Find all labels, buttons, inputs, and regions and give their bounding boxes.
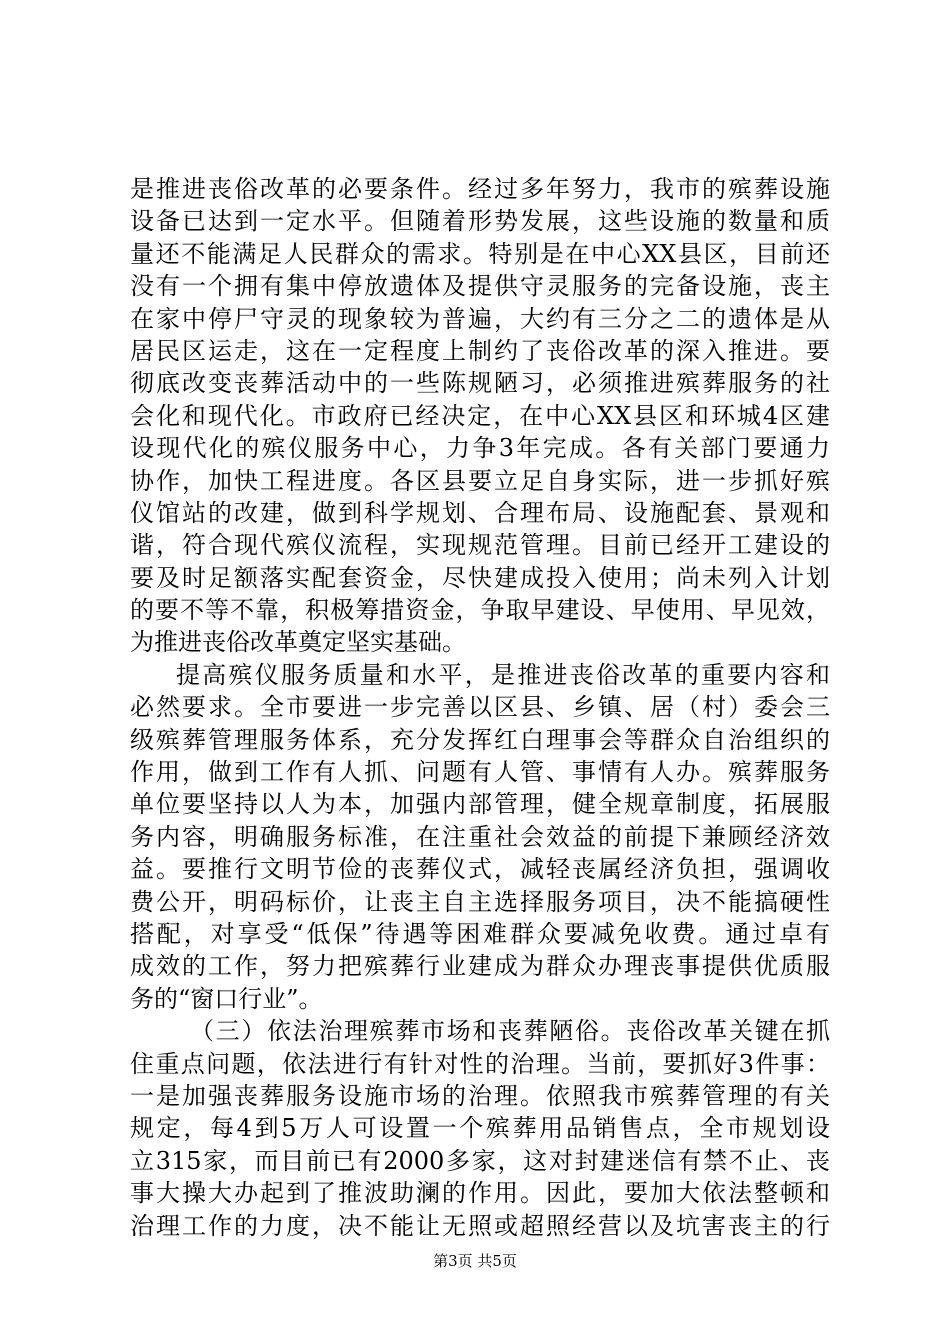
text-line: 单位要坚持以人为本，加强内部管理，健全规章制度，拓展服	[130, 790, 830, 819]
text-line: 一是加强丧葬服务设施市场的治理。依照我市殡葬管理的有关	[130, 1081, 830, 1110]
text-line: 量还不能满足人民群众的需求。特别是在中心XX县区，目前还	[130, 239, 830, 268]
text-line: 提高殡仪服务质量和水平，是推进丧俗改革的重要内容和	[176, 660, 830, 689]
text-line: 彻底改变丧葬活动中的一些陈规陋习，必须推进殡葬服务的社	[130, 369, 830, 398]
text-line: 为推进丧俗改革奠定坚实基础。	[130, 628, 466, 657]
text-line: 事大操大办起到了推波助澜的作用。因此，要加大依法整顿和	[130, 1179, 830, 1208]
text-line: 费公开，明码标价，让丧主自主选择服务项目，决不能搞硬性	[130, 887, 830, 916]
text-line: 成效的工作，努力把殡葬行业建成为群众办理丧事提供优质服	[130, 952, 830, 981]
text-line: 益。要推行文明节俭的丧葬仪式，减轻丧属经济负担，强调收	[130, 855, 830, 884]
text-line: 务的“窗口行业”。	[130, 984, 323, 1013]
text-line: 要及时足额落实配套资金，尽快建成投入使用；尚未列入计划	[130, 563, 830, 592]
text-line: （三）依法治理殡葬市场和丧葬陋俗。丧俗改革关键在抓	[190, 1017, 830, 1046]
text-line: 协作，加快工程进度。各区县要立足自身实际，进一步抓好殡	[130, 466, 830, 495]
text-line: 作用，做到工作有人抓、问题有人管、事情有人办。殡葬服务	[130, 758, 830, 787]
text-line: 搭配，对享受“低保”待遇等困难群众要减免收费。通过卓有	[130, 919, 830, 948]
text-line: 会化和现代化。市政府已经决定，在中心XX县区和环城4区建	[130, 401, 830, 430]
text-line: 住重点问题，依法进行有针对性的治理。当前，要抓好3件事：	[130, 1049, 830, 1078]
text-line: 设现代化的殡仪服务中心，力争3年完成。各有关部门要通力	[130, 434, 830, 463]
text-line: 治理工作的力度，决不能让无照或超照经营以及坑害丧主的行	[130, 1211, 830, 1240]
text-line: 居民区运走，这在一定程度上制约了丧俗改革的深入推进。要	[130, 336, 830, 365]
text-line: 的要不等不靠，积极筹措资金，争取早建设、早使用、早见效，	[130, 596, 830, 625]
text-line: 规定，每4到5万人可设置一个殡葬用品销售点，全市规划设	[130, 1114, 830, 1143]
text-line: 是推进丧俗改革的必要条件。经过多年努力，我市的殡葬设施	[130, 175, 830, 203]
body-text	[130, 173, 830, 1242]
page-footer: 第3页 共5页	[433, 1252, 517, 1270]
text-line: 仪馆站的改建，做到科学规划、合理布局、设施配套、景观和	[130, 498, 830, 527]
text-line: 设备已达到一定水平。但随着形势发展，这些设施的数量和质	[130, 207, 830, 236]
text-line: 没有一个拥有集中停放遗体及提供守灵服务的完备设施，丧主	[130, 272, 830, 301]
text-line: 在家中停尸守灵的现象较为普遍，大约有三分之二的遗体是从	[130, 304, 830, 333]
text-line: 务内容，明确服务标准，在注重社会效益的前提下兼顾经济效	[130, 822, 830, 851]
text-line: 立315家，而目前已有2000多家，这对封建迷信有禁不止、丧	[130, 1146, 830, 1175]
text-line: 谐，符合现代殡仪流程，实现规范管理。目前已经开工建设的	[130, 531, 830, 560]
text-line: 级殡葬管理服务体系，充分发挥红白理事会等群众自治组织的	[130, 725, 830, 754]
text-line: 必然要求。全市要进一步完善以区县、乡镇、居（村）委会三	[130, 693, 830, 722]
